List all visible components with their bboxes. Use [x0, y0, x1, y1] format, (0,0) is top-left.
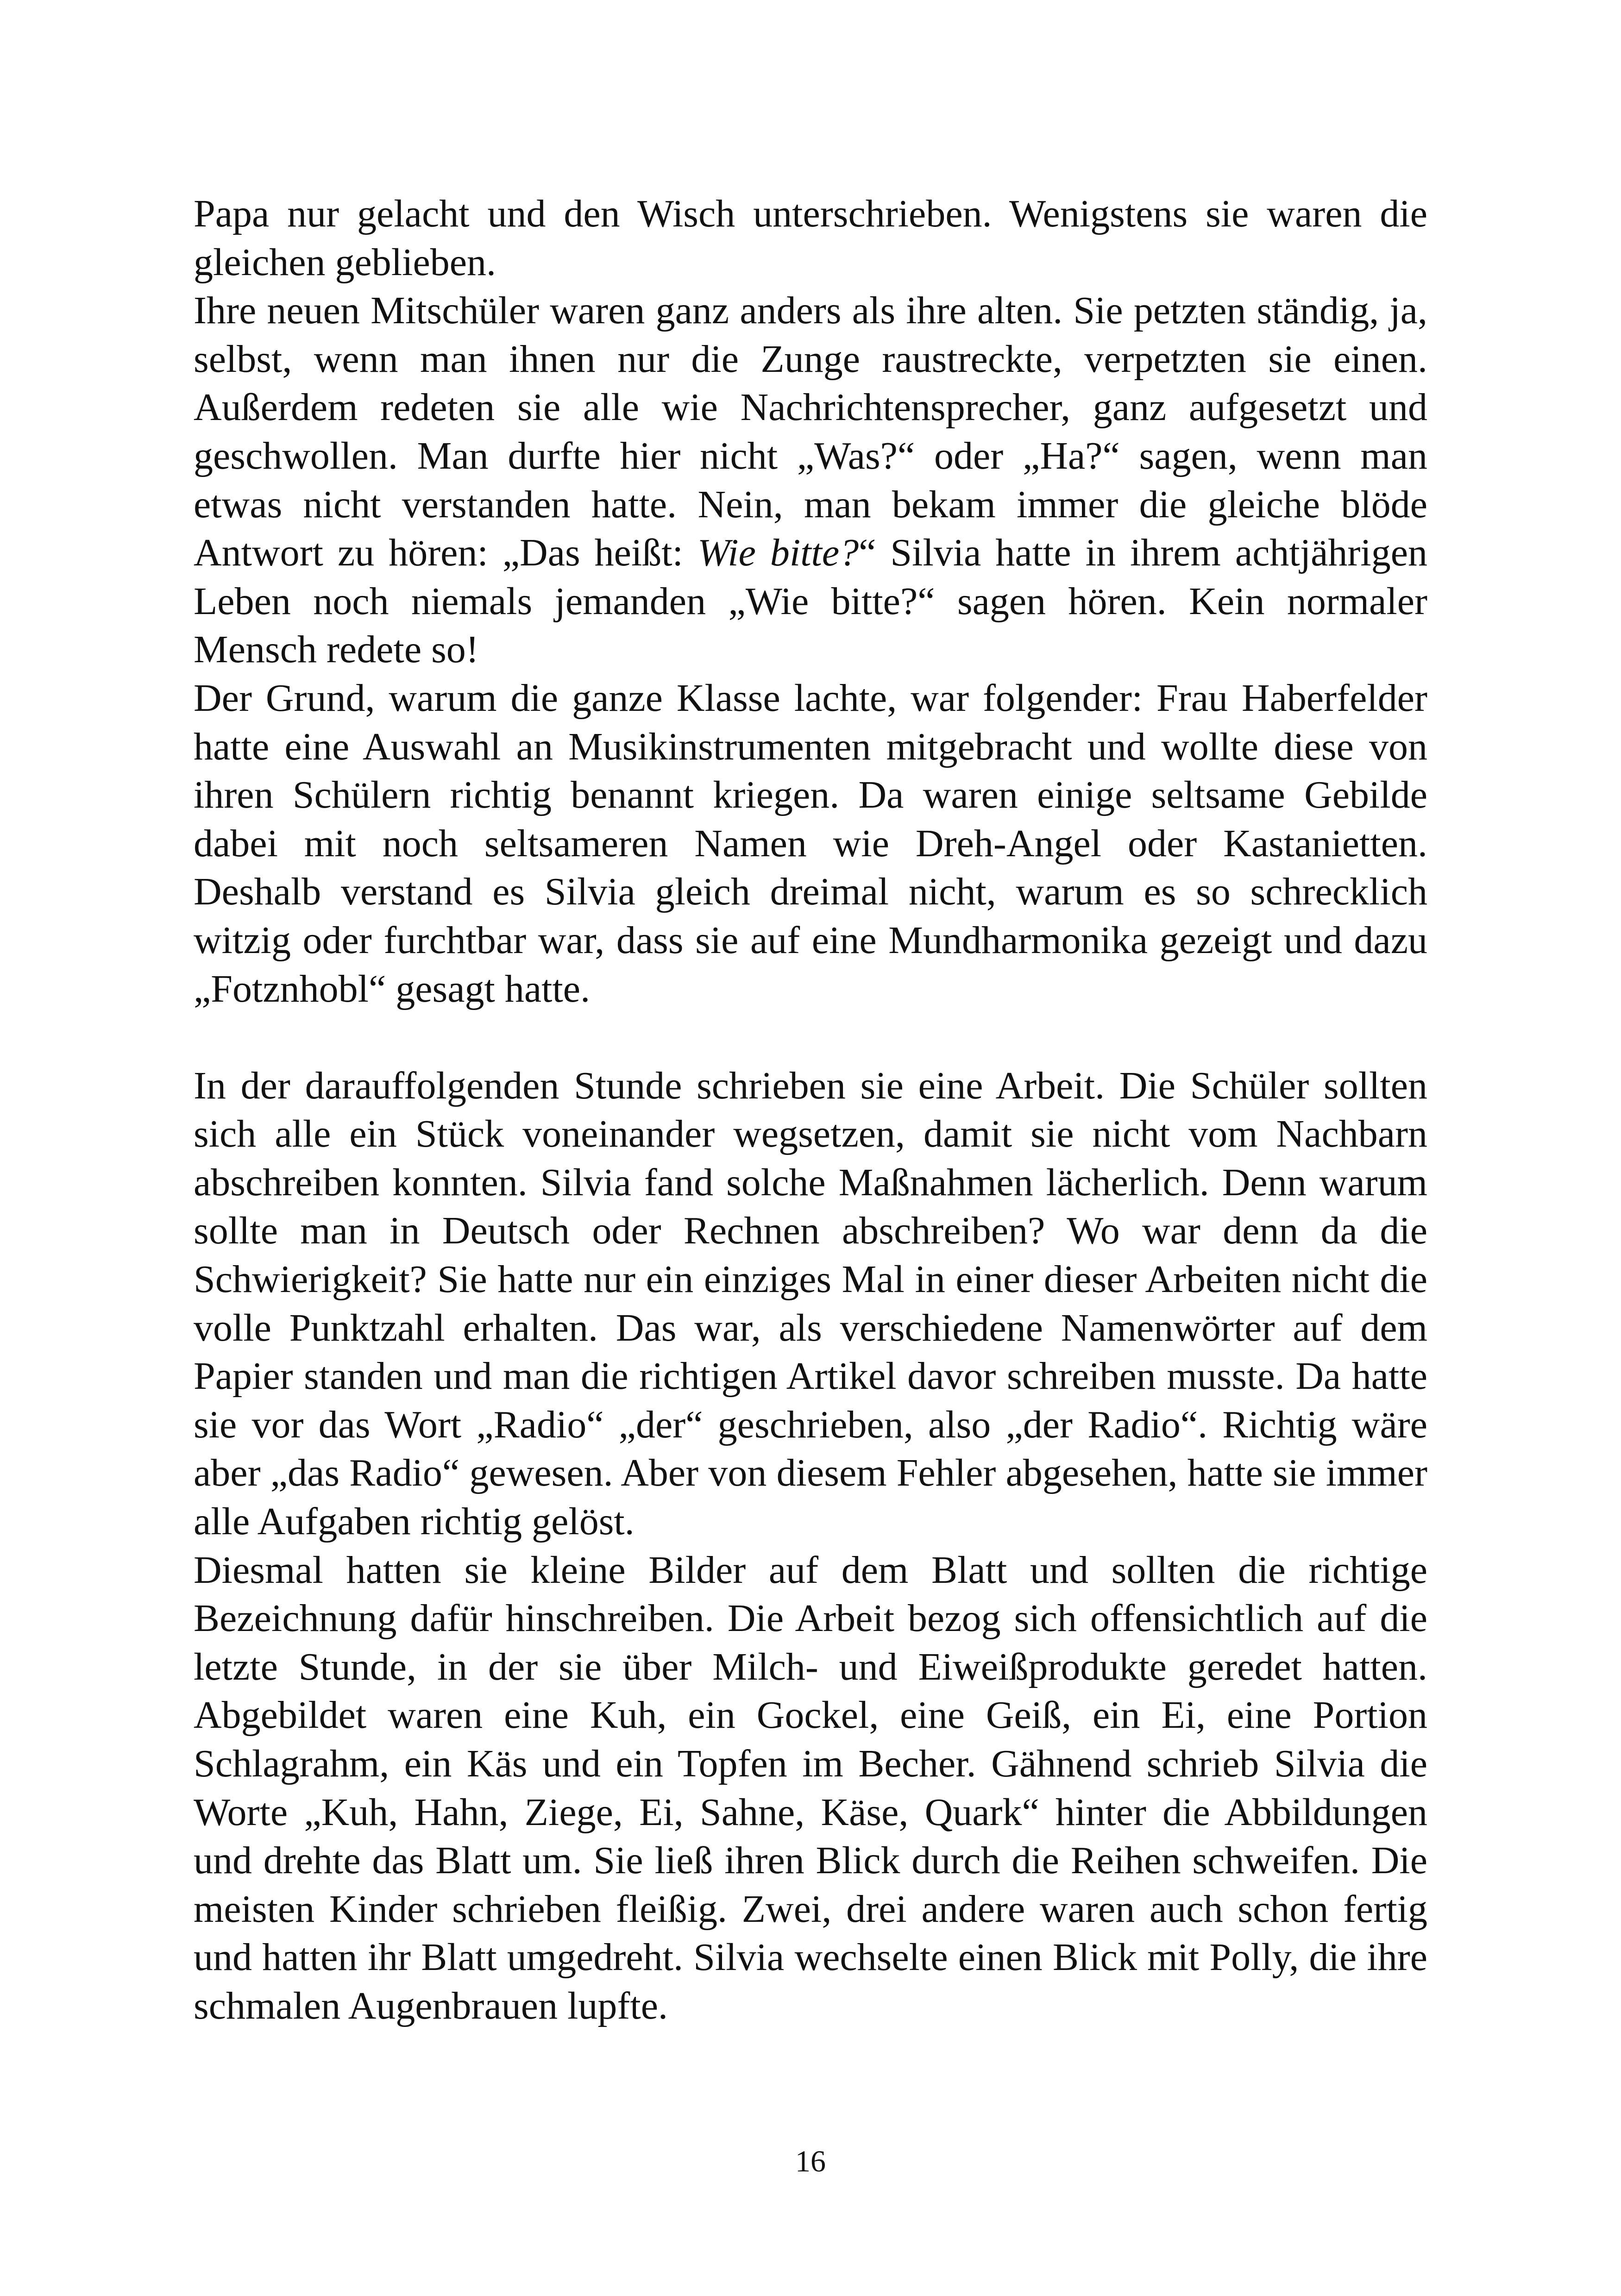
page-number: 16 [795, 2145, 826, 2178]
paragraph-5-text: Diesmal hatten sie kleine Bilder auf dem Blatt und sollten die richtige Bezeichnung dafür hinschreiben. Die Arbeit bezog sich offensichtlich auf die letzte Stunde, in der sie über Milch- und Eiweißprodukte geredet hatten. Abgebildet waren eine Kuh, ein Gockel, eine Geiß, ein Ei, eine Portion Schlagrahm, ein Käs und ein Topfen im Becher. Gähnend schrieb Silvia die Worte „Kuh, Hahn, Ziege, Ei, Sahne, Käse, Quark“ hinter die Abbildungen und drehte das Blatt um. Sie ließ ihren Blick durch die Reihen schweifen. Die meisten Kinder schrieben fleißig. Zwei, drei andere waren auch schon fertig und hatten ihr Blatt umgedreht. Silvia wechselte einen Blick mit Polly, die ihre schmalen Augenbrauen lupfte. [194, 1548, 1427, 2027]
paragraph-4-text: In der darauffolgenden Stunde schrieben sie eine Arbeit. Die Schüler sollten sich alle ein Stück voneinander wegsetzen, damit sie nicht vom Nachbarn abschreiben konnten. Silvia fand solche Maßnahmen lächerlich. Denn warum sollte man in Deutsch oder Rechnen abschreiben? Wo war denn da die Schwierigkeit? Sie hatte nur ein einziges Mal in einer dieser Arbeiten nicht die volle Punktzahl erhalten. Das war, als verschiedene Namenwörter auf dem Papier standen und man die richtigen Artikel davor schreiben musste. Da hatte sie vor das Wort „Radio“ „der“ geschrieben, also „der Radio“. Richtig wäre aber „das Radio“ gewesen. Aber von diesem Fehler abgesehen, hatte sie immer alle Aufgaben richtig gelöst. [194, 1064, 1427, 1543]
paragraph-3 [194, 674, 1427, 1013]
body-text [194, 190, 1427, 2031]
paragraph-2-text: Ihre neuen Mitschüler waren ganz anders als ihre alten. Sie petzten ständig, ja, selbst, wenn man ihnen nur die Zunge raustreckte, verpetzten sie einen. Außerdem redeten sie alle wie Nachrichtensprecher, ganz aufgesetzt und geschwollen. Man durfte hier nicht „Was?“ oder „Ha?“ sagen, wenn man etwas nicht verstanden hatte. Nein, man bekam immer die gleiche blöde Antwort zu hören: „Das heißt: [194, 289, 1427, 575]
paragraph-1-text: Papa nur gelacht und den Wisch unterschrieben. Wenigstens sie waren die gleichen geblieben. [194, 192, 1427, 284]
paragraph-4 [194, 1062, 1427, 1546]
paragraph-1 [194, 190, 1427, 287]
paragraph-2-text-after: “ Silvia hatte in ihrem achtjährigen Leben noch niemals jemanden „Wie bitte?“ sagen hören. Kein normaler Mensch redete so! [194, 531, 1427, 671]
paragraph-5 [194, 1546, 1427, 2031]
paragraph-2 [194, 287, 1427, 674]
paragraph-2-italic: Wie bitte? [697, 531, 859, 575]
paragraph-gap [194, 1013, 1427, 1062]
paragraph-3-text: Der Grund, warum die ganze Klasse lachte, war folgender: Frau Haberfelder hatte eine Auswahl an Musikinstrumenten mitgebracht und wollte diese von ihren Schülern richtig benannt kriegen. Da waren einige seltsame Gebilde dabei mit noch seltsameren Namen wie Dreh-Angel oder Kastanietten. Deshalb verstand es Silvia gleich dreimal nicht, warum es so schrecklich witzig oder furchtbar war, dass sie auf eine Mundharmonika gezeigt und dazu „Fotznhobl“ gesagt hatte. [194, 676, 1427, 1010]
